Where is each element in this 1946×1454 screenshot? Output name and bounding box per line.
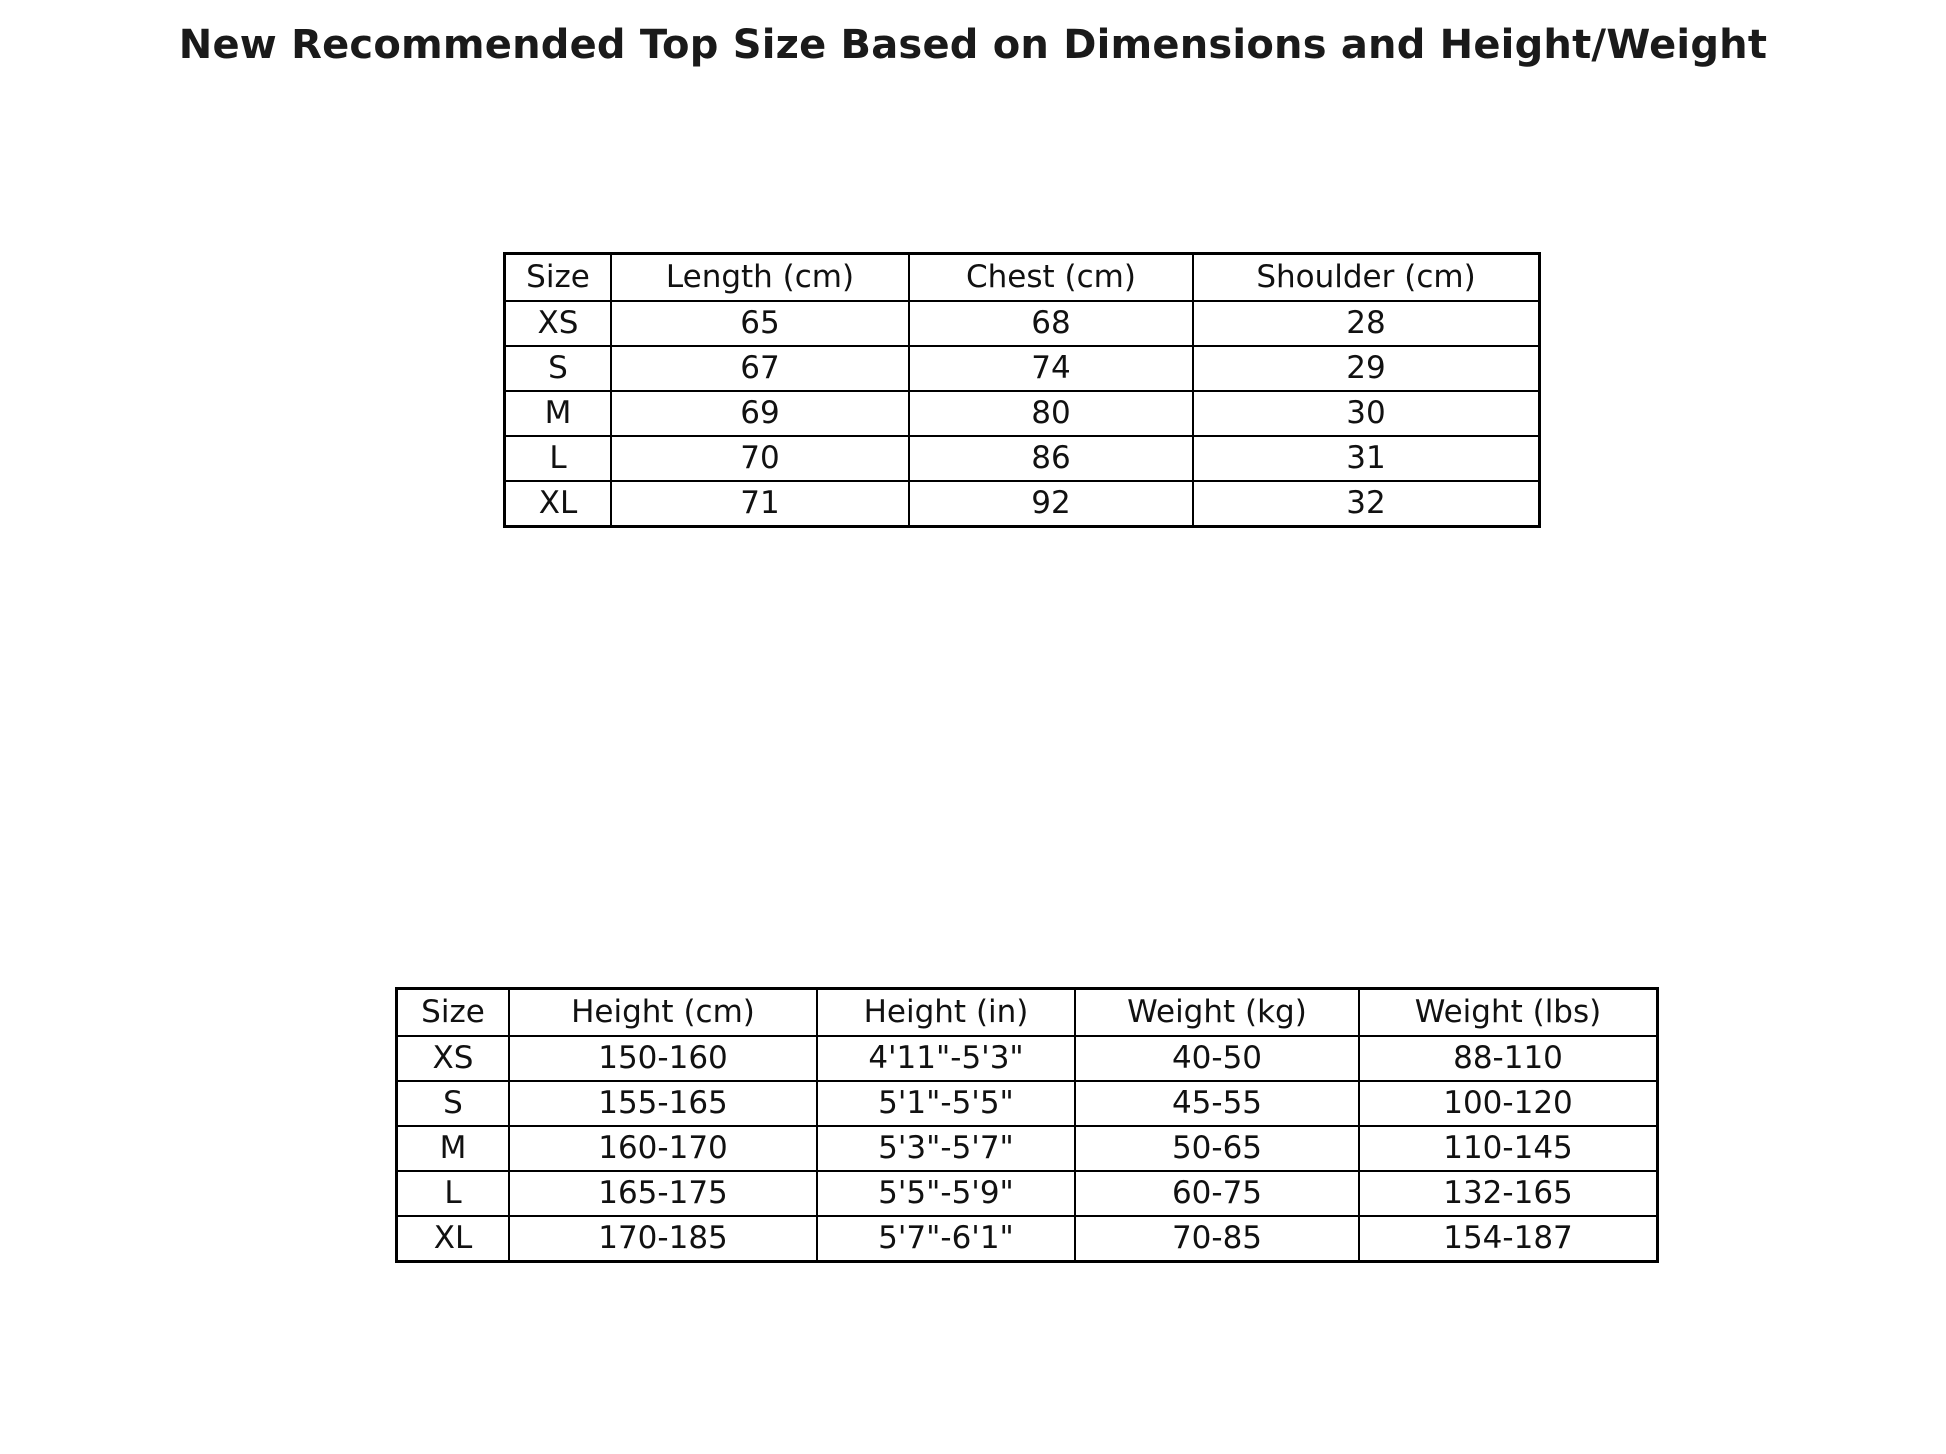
cell-weight-lbs: 88-110	[1359, 1036, 1658, 1081]
table-row	[397, 1081, 1658, 1126]
cell-chest: 80	[909, 391, 1193, 436]
cell-height-cm: 160-170	[509, 1126, 817, 1171]
table-row	[505, 391, 1540, 436]
cell-length: 70	[611, 436, 909, 481]
cell-weight-lbs: 110-145	[1359, 1126, 1658, 1171]
column-header-chest: Chest (cm)	[909, 254, 1193, 302]
column-header-length: Length (cm)	[611, 254, 909, 302]
cell-height-cm: 165-175	[509, 1171, 817, 1216]
column-header-size: Size	[397, 989, 510, 1037]
cell-size: S	[397, 1081, 510, 1126]
cell-size: M	[505, 391, 612, 436]
table-header-row	[397, 989, 1658, 1037]
cell-shoulder: 31	[1193, 436, 1540, 481]
column-header-weight-lbs: Weight (lbs)	[1359, 989, 1658, 1037]
cell-weight-lbs: 154-187	[1359, 1216, 1658, 1262]
cell-weight-lbs: 132-165	[1359, 1171, 1658, 1216]
cell-size: L	[397, 1171, 510, 1216]
cell-weight-kg: 50-65	[1075, 1126, 1359, 1171]
table-row	[397, 1171, 1658, 1216]
cell-weight-lbs: 100-120	[1359, 1081, 1658, 1126]
cell-height-cm: 170-185	[509, 1216, 817, 1262]
cell-height-in: 4'11"-5'3"	[817, 1036, 1075, 1081]
cell-height-cm: 155-165	[509, 1081, 817, 1126]
cell-length: 65	[611, 301, 909, 346]
dimensions-table	[503, 252, 1541, 528]
cell-size: XL	[397, 1216, 510, 1262]
cell-length: 71	[611, 481, 909, 527]
cell-height-in: 5'3"-5'7"	[817, 1126, 1075, 1171]
column-header-shoulder: Shoulder (cm)	[1193, 254, 1540, 302]
cell-shoulder: 32	[1193, 481, 1540, 527]
table-row	[505, 481, 1540, 527]
column-header-height-in: Height (in)	[817, 989, 1075, 1037]
cell-weight-kg: 70-85	[1075, 1216, 1359, 1262]
cell-weight-kg: 40-50	[1075, 1036, 1359, 1081]
cell-size: XL	[505, 481, 612, 527]
column-header-weight-kg: Weight (kg)	[1075, 989, 1359, 1037]
cell-height-in: 5'7"-6'1"	[817, 1216, 1075, 1262]
table-row	[397, 1036, 1658, 1081]
cell-chest: 86	[909, 436, 1193, 481]
cell-chest: 68	[909, 301, 1193, 346]
table-row	[505, 436, 1540, 481]
cell-shoulder: 28	[1193, 301, 1540, 346]
cell-height-in: 5'5"-5'9"	[817, 1171, 1075, 1216]
cell-length: 69	[611, 391, 909, 436]
column-header-size: Size	[505, 254, 612, 302]
cell-shoulder: 30	[1193, 391, 1540, 436]
table-row	[505, 346, 1540, 391]
table-header-row	[505, 254, 1540, 302]
cell-size: L	[505, 436, 612, 481]
cell-weight-kg: 45-55	[1075, 1081, 1359, 1126]
cell-shoulder: 29	[1193, 346, 1540, 391]
table-row	[397, 1216, 1658, 1262]
table-row	[397, 1126, 1658, 1171]
table-row	[505, 301, 1540, 346]
cell-size: M	[397, 1126, 510, 1171]
cell-size: XS	[505, 301, 612, 346]
cell-chest: 92	[909, 481, 1193, 527]
cell-length: 67	[611, 346, 909, 391]
column-header-height-cm: Height (cm)	[509, 989, 817, 1037]
cell-weight-kg: 60-75	[1075, 1171, 1359, 1216]
height-weight-table	[395, 987, 1659, 1263]
cell-size: S	[505, 346, 612, 391]
cell-height-in: 5'1"-5'5"	[817, 1081, 1075, 1126]
cell-chest: 74	[909, 346, 1193, 391]
cell-size: XS	[397, 1036, 510, 1081]
cell-height-cm: 150-160	[509, 1036, 817, 1081]
page-title: New Recommended Top Size Based on Dimensions and Height/Weight	[178, 22, 1768, 68]
